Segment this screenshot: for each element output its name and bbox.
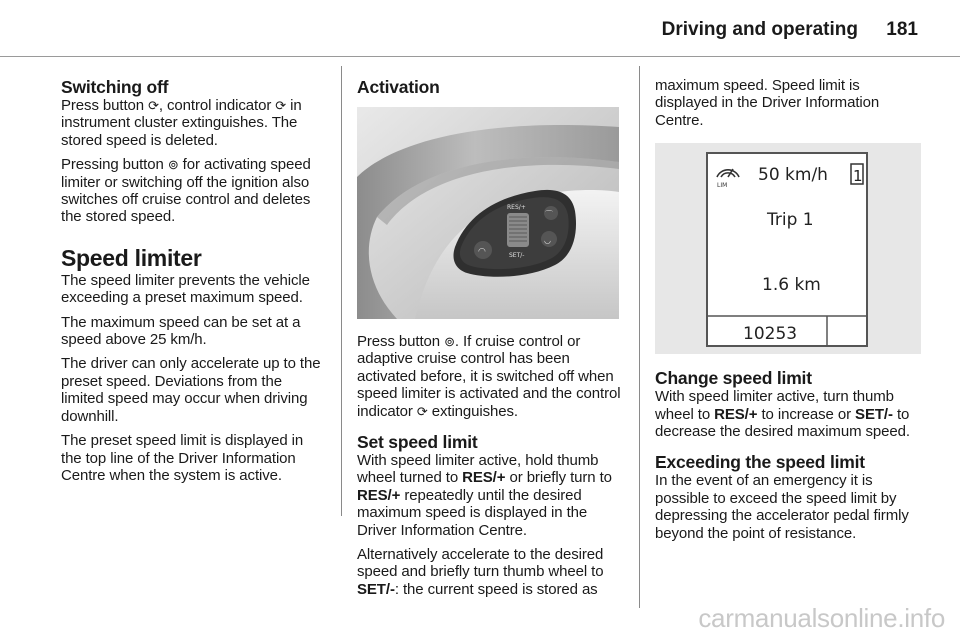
activation-heading: Activation — [357, 77, 440, 97]
res-term: RES/+ — [462, 469, 506, 487]
page-header — [0, 19, 960, 49]
set-speed-limit-heading: Set speed limit — [357, 432, 478, 453]
speed-limiter-heading: Speed limiter — [61, 244, 202, 271]
text-run: Alternatively accelerate to the desired speed and briefly turn thumb wheel to — [357, 546, 604, 581]
speed-limiter-paragraph-4: The preset speed limit is displayed in the top line of the Driver Information Centre when the system is active. — [61, 432, 304, 484]
activation-paragraph — [357, 333, 623, 420]
steering-wheel-illustration — [357, 107, 619, 319]
text-run: , control indicator — [158, 97, 276, 114]
display-speed: 50 km/h — [758, 165, 828, 186]
text-run: extinguishes. — [427, 402, 518, 420]
svg-text:◠: ◠ — [478, 247, 486, 257]
cruise-control-icon: ⟳ — [148, 98, 159, 113]
speed-limiter-paragraph-2: The maximum speed can be set at a speed above 25 km/h. — [61, 313, 301, 349]
lim-label: LIM — [717, 182, 728, 190]
text-run: in instrument cluster extinguishes. The stored speed is deleted. — [61, 97, 302, 149]
page-number: 181 — [886, 19, 918, 40]
change-speed-limit-heading: Change speed limit — [655, 368, 812, 389]
set-label: SET/- — [509, 252, 525, 259]
text-run: to decrease the desired maximum speed. — [655, 405, 910, 441]
text-run: Press button — [357, 333, 445, 350]
speed-limiter-icon: ⊚ — [444, 334, 455, 349]
text-run: . If cruise control or adaptive cruise control has been activated before, it is switched off when speed limiter is activated and the control indicator — [357, 333, 621, 420]
cruise-control-icon: ⟳ — [416, 403, 428, 419]
display-trip-label: Trip 1 — [767, 210, 814, 231]
text-run: : the current speed is stored as — [394, 580, 598, 598]
svg-text:⌒: ⌒ — [545, 210, 553, 219]
switching-off-heading: Switching off — [61, 77, 169, 97]
res-term: RES/+ — [357, 486, 401, 504]
display-trip-value: 1.6 km — [762, 275, 821, 296]
res-label: RES/+ — [507, 204, 526, 211]
speed-limiter-icon: ⊚ — [167, 157, 179, 173]
svg-text:◡: ◡ — [544, 236, 551, 245]
header-divider — [0, 56, 960, 57]
set-speed-limit-paragraph-1 — [357, 452, 623, 539]
exceeding-speed-limit-heading: Exceeding the speed limit — [655, 452, 865, 473]
set-speed-limit-paragraph-2 — [357, 546, 623, 598]
continued-paragraph: maximum speed. Speed limit is displayed in the Driver Information Centre. — [655, 77, 880, 129]
column-3 — [655, 77, 921, 549]
switching-off-paragraph-1 — [61, 97, 325, 149]
text-run: repeatedly until the desired maximum speed is displayed in the Driver Information Centre. — [357, 486, 588, 539]
text-run: With speed limiter active, hold thumb wheel turned to — [357, 452, 599, 487]
column-1 — [61, 77, 325, 491]
display-page-indicator: 1 — [853, 167, 863, 186]
text-run: Pressing button — [61, 156, 168, 174]
text-run: for activating speed limiter or switching off the ignition also switches off cruise control and deletes the stored speed. — [61, 156, 311, 226]
column-2 — [357, 77, 623, 605]
column-divider-1 — [341, 66, 342, 516]
set-term: SET/- — [357, 580, 395, 598]
text-run: to increase or — [757, 405, 856, 423]
section-title: Driving and operating — [661, 19, 858, 40]
driver-information-centre-display — [655, 143, 921, 354]
text-run: Press button — [61, 97, 149, 114]
column-divider-2 — [639, 66, 640, 608]
res-term: RES/+ — [714, 405, 758, 423]
steering-wheel-figure — [357, 107, 623, 319]
change-speed-limit-paragraph — [655, 388, 921, 440]
set-term: SET/- — [855, 405, 893, 423]
speed-limiter-paragraph-3: The driver can only accelerate up to the preset speed. Deviations from the limited speed may occur when driving downhill. — [61, 355, 321, 425]
watermark: carmanualsonline.info — [698, 603, 945, 633]
cruise-control-icon: ⟳ — [275, 98, 287, 113]
display-odometer: 10253 — [743, 324, 798, 345]
switching-off-paragraph-2 — [61, 156, 325, 226]
exceeding-speed-limit-paragraph: In the event of an emergency it is possible to exceed the speed limit by depressing the accelerator pedal firmly beyond the point of resistance. — [655, 472, 909, 542]
speed-limiter-paragraph-1: The speed limiter prevents the vehicle exceeding a preset maximum speed. — [61, 271, 310, 307]
text-run: or briefly turn to — [505, 469, 612, 487]
text-run: With speed limiter active, turn thumb wheel to — [655, 388, 894, 423]
